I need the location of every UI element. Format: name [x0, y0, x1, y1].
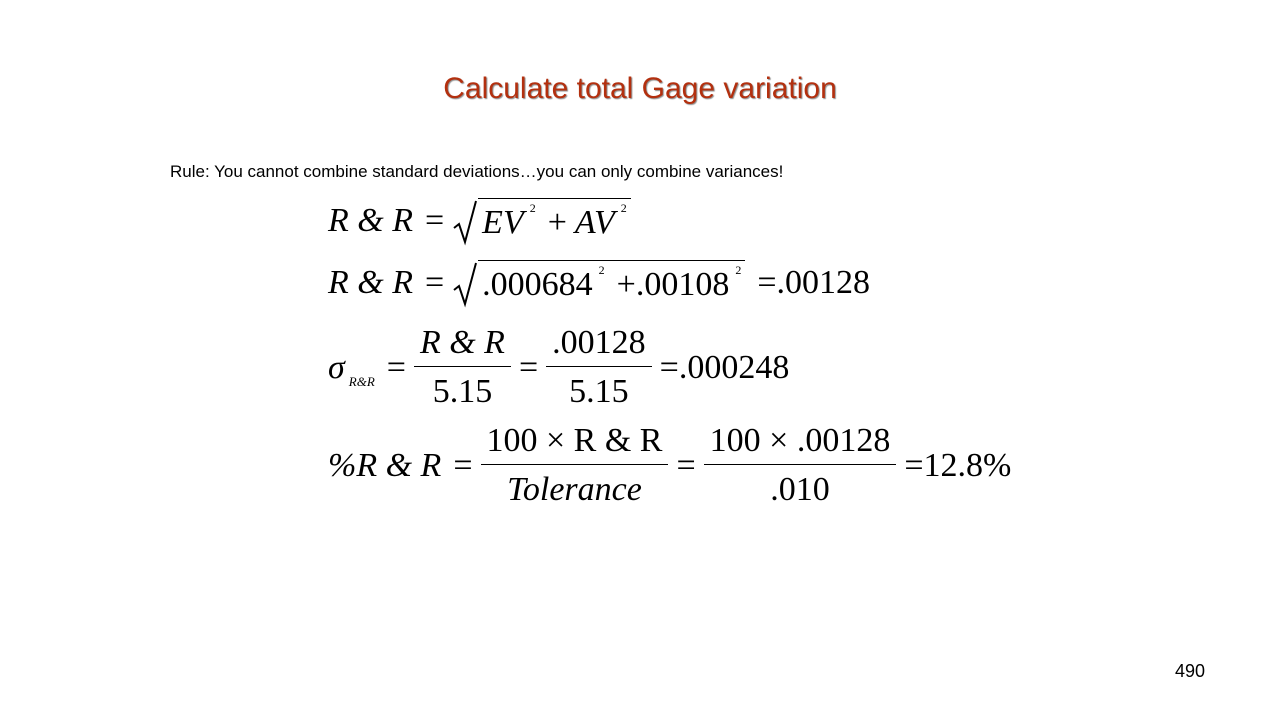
equation-rr-formula — [328, 198, 631, 244]
eq4-den1: Tolerance — [507, 471, 642, 508]
radical-sign-icon — [452, 262, 478, 308]
eq3-fraction-2 — [546, 324, 652, 411]
eq3-den1: 5.15 — [432, 373, 493, 410]
eq1-sqrt — [452, 198, 631, 244]
eq4-equals: = — [453, 446, 473, 484]
eq2-equals: = — [424, 264, 445, 301]
eq3-equals: = — [386, 348, 406, 386]
eq2-exp1: 2 — [598, 263, 605, 277]
eq4-equals2: = — [676, 446, 696, 484]
eq4-result: 12.8% — [923, 446, 1012, 484]
rule-text: Rule: You cannot combine standard deviations…you can only combine variances! — [170, 162, 784, 181]
eq3-sigma: σ — [328, 348, 345, 386]
eq4-den2: .010 — [770, 471, 830, 508]
eq1-exp2: 2 — [620, 201, 627, 215]
eq1-plus: + — [547, 203, 567, 241]
equation-rr-value — [328, 260, 870, 306]
eq2-plus: + — [616, 265, 636, 303]
eq3-subscript: R&R — [348, 373, 375, 389]
eq4-lhs: %R & R — [328, 446, 442, 484]
eq4-num1: 100 × R & R — [486, 422, 663, 459]
eq3-num1: R & R — [419, 324, 505, 361]
eq3-result: .000248 — [678, 348, 790, 386]
eq2-result: .00128 — [776, 264, 871, 301]
eq4-equals3: = — [904, 446, 924, 484]
equation-sigma-rr — [328, 324, 789, 411]
eq3-den2: 5.15 — [569, 373, 629, 410]
page-number: 490 — [1174, 661, 1205, 681]
eq2-exp2: 2 — [735, 263, 742, 277]
eq3-num2: .00128 — [552, 324, 646, 361]
eq4-num2: 100 × .00128 — [709, 422, 891, 459]
eq2-equals2: = — [757, 264, 777, 301]
eq4-fraction-2 — [704, 422, 897, 509]
eq1-term2: AV — [574, 203, 615, 241]
eq3-equals3: = — [659, 348, 679, 386]
eq1-lhs: R & R — [328, 202, 413, 239]
slide-title: Calculate total Gage variation — [443, 72, 837, 105]
eq3-equals2: = — [518, 348, 539, 386]
eq2-sqrt — [452, 260, 745, 306]
eq2-lhs: R & R — [328, 264, 413, 301]
eq3-fraction-1 — [414, 324, 511, 411]
equation-percent-rr — [328, 422, 1011, 509]
radical-sign-icon — [452, 200, 478, 246]
eq1-term1: EV — [482, 203, 524, 241]
eq1-equals: = — [424, 202, 445, 239]
eq1-exp1: 2 — [529, 201, 536, 215]
eq4-fraction-1 — [481, 422, 669, 509]
eq2-term1: .000684 — [482, 265, 593, 303]
eq2-term2: .00108 — [635, 265, 730, 303]
